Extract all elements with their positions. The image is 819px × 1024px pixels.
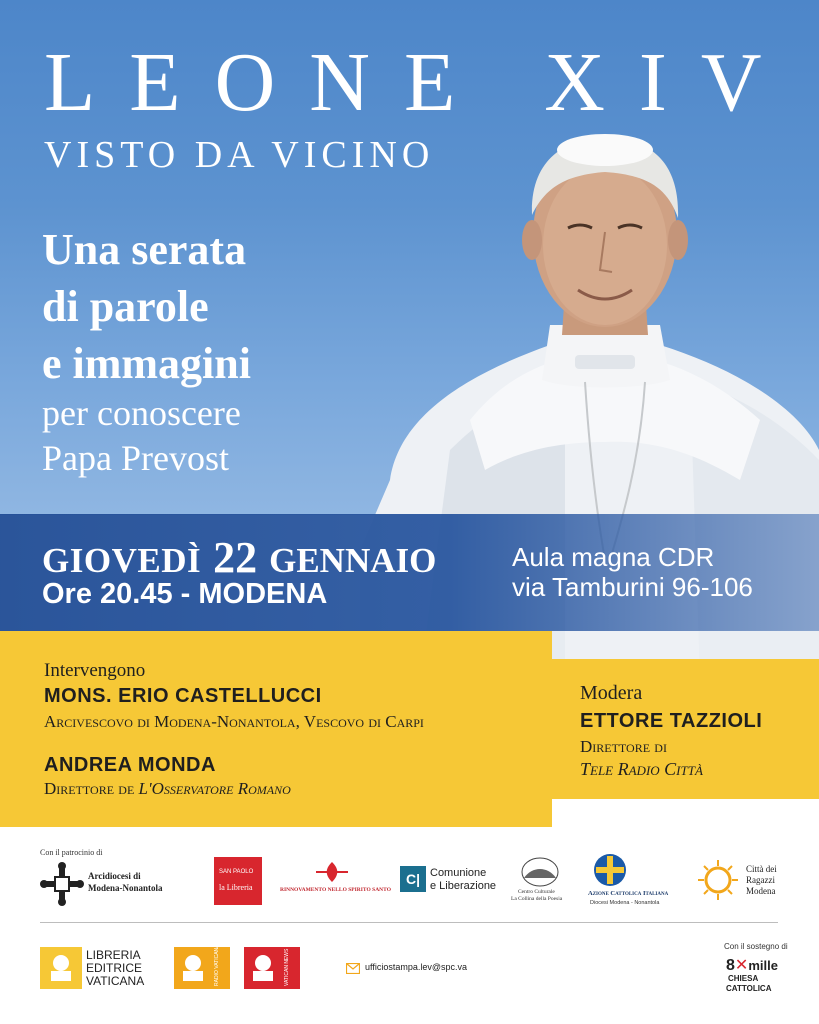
poster-title: LEONE XIV [44, 36, 796, 129]
poster-subtitle: VISTO DA VICINO [44, 134, 435, 176]
sun-emblem-icon [696, 858, 740, 902]
event-time-place: Ore 20.45 - MODENA [42, 578, 328, 610]
san-paolo-logo [214, 857, 262, 905]
news-crest-icon [244, 947, 282, 989]
venue-address: via Tamburini 96-106 [512, 572, 753, 602]
cl-line1: Comunione [430, 867, 487, 879]
speaker-role [44, 779, 291, 799]
dove-flame-icon [280, 860, 384, 886]
headline-line: di parole [42, 282, 209, 331]
speaker-name: ANDREA MONDA [44, 754, 216, 776]
ragazzi-line3: Modena [746, 886, 776, 896]
aci-line2: Diocesi Modena - Nonantola [590, 900, 660, 906]
moderator-label: Modera [580, 682, 643, 704]
aci-logo [588, 853, 680, 909]
collina-line1: Centro Culturale [518, 889, 555, 895]
headline-line: e immagini [42, 339, 251, 388]
speaker-name: MONS. ERIO CASTELLUCCI [44, 685, 322, 707]
headline-line: Una serata [42, 225, 247, 274]
event-month: GENNAIO [269, 541, 437, 580]
otto-mille-suffix: mille [748, 958, 778, 973]
newspaper-name: L'Osservatore Romano [138, 779, 291, 798]
arcidiocesi-logo [40, 862, 180, 908]
radio-vaticana-logo [174, 944, 230, 989]
lev-line2: EDITRICE [86, 961, 143, 975]
email-contact[interactable] [346, 962, 486, 976]
headline-subline: per conoscere [42, 393, 241, 433]
speaker-role-prefix: Direttore de [44, 779, 139, 798]
san-paolo-line2: la Libreria [219, 883, 253, 892]
cross-emblem-icon [40, 862, 84, 906]
radio-label: RADIO VATICANA [214, 944, 220, 986]
aci-line1: Azione Cattolica Italiana [588, 890, 669, 897]
lev-line1: LIBRERIA [86, 948, 141, 962]
moderator-role: Direttore di [580, 737, 667, 756]
otto-mille-x: ✕ [734, 957, 749, 974]
lev-crest-icon [40, 947, 82, 989]
otto-mille-mark [726, 955, 778, 975]
lev-line3: VATICANA [86, 974, 145, 988]
venue-name: Aula magna CDR [512, 542, 715, 572]
otto-per-mille-logo [726, 955, 786, 995]
arcidiocesi-line1: Arcidiocesi di [88, 871, 141, 881]
headline-subline: Papa Prevost [42, 438, 229, 478]
chiesa-line1: CHIESA [728, 974, 759, 983]
ragazzi-line1: Città dei [746, 864, 777, 874]
san-paolo-line1: SAN PAOLO [219, 869, 254, 875]
event-day: GIOVEDÌ [42, 541, 202, 580]
collina-logo [510, 856, 570, 906]
collina-line2: La Collina della Poesia [511, 896, 563, 902]
rns-name: RINNOVAMENTO NELLO SPIRITO SANTO [280, 887, 391, 893]
vatican-news-logo [244, 947, 300, 989]
hill-emblem-icon [510, 856, 570, 888]
chiesa-line2: CATTOLICA [726, 984, 772, 993]
moderator-outlet: Tele Radio Città [580, 759, 703, 779]
speaker-role: Arcivescovo di Modena-Nonantola, Vescovo di Carpi [44, 712, 424, 731]
moderator-name: ETTORE TAZZIOLI [580, 710, 763, 732]
cl-logo [400, 866, 500, 896]
email-address[interactable]: ufficiostampa.lev@spc.va [365, 962, 468, 972]
speakers-label: Intervengono [44, 660, 146, 681]
rns-logo [280, 860, 391, 900]
lev-logo [40, 947, 160, 991]
arcidiocesi-line2: Modena-Nonantola [88, 883, 163, 893]
event-date-number: 22 [213, 533, 258, 582]
otto-mille-prefix: 8 [726, 957, 735, 974]
news-label: VATICAN NEWS [284, 948, 290, 986]
cl-mark-icon: C| [400, 866, 426, 892]
patronage-label: Con il patrocinio di [40, 848, 103, 857]
aci-cross-icon [592, 853, 628, 887]
citta-ragazzi-logo [696, 858, 786, 906]
radio-crest-icon [174, 947, 212, 989]
support-label: Con il sostegno di [724, 942, 788, 951]
mail-icon [346, 963, 360, 974]
footer-divider [40, 922, 778, 923]
event-date [42, 532, 436, 583]
ragazzi-line2: Ragazzi [746, 875, 775, 885]
cl-line2: e Liberazione [430, 880, 497, 892]
